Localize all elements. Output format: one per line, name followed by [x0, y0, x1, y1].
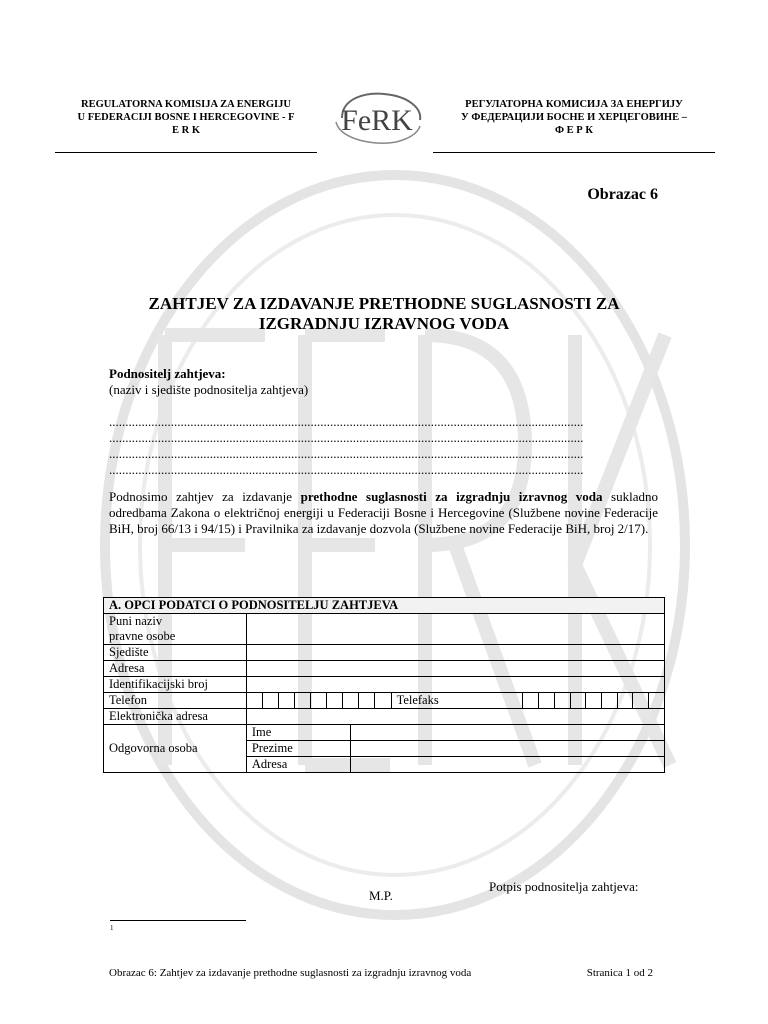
form-number: Obrazac 6	[587, 186, 658, 203]
footnote-rule	[110, 920, 246, 921]
paragraph-text: sukladno odredbama Zakona o električnoj energiji u Federaciji Bosne i Hercegovine (Službene novine Federacije BiH, broj 66/13 i 94/15) i Pravilnika za izdavanje dozvola (Službene novine Federacije BiH, broj 2/17).	[109, 489, 658, 536]
person-address-label: Adresa	[246, 757, 350, 773]
applicant-fill-line[interactable]: ..................................................................................................................................................	[109, 414, 584, 429]
ferk-logo-icon	[326, 88, 428, 148]
fax-field[interactable]	[523, 693, 665, 709]
letterhead-cyrillic-line: У ФЕДЕРАЦИЈИ БОСНЕ И ХЕРЦЕГОВИНЕ –	[461, 112, 687, 123]
first-name-field[interactable]	[350, 725, 664, 741]
first-name-label: Ime	[246, 725, 350, 741]
fax-label: Telefaks	[391, 693, 523, 709]
letterhead-latin-line: E R K	[171, 125, 200, 136]
applicant-label: Podnositelj zahtjeva:	[109, 366, 226, 381]
email-field[interactable]	[246, 709, 664, 725]
person-address-field[interactable]	[350, 757, 664, 773]
phone-label: Telefon	[104, 693, 247, 709]
letterhead-rule-left	[55, 152, 317, 153]
phone-digit-boxes[interactable]	[247, 693, 391, 708]
seat-label: Sjedište	[104, 645, 247, 661]
watermark-logo	[95, 165, 695, 925]
letterhead-rule-right	[433, 152, 715, 153]
applicant-hint: (naziv i sjedište podnositelja zahtjeva)	[109, 382, 309, 397]
table-heading: A. OPCI PODATCI O PODNOSITELJU ZAHTJEVA	[104, 598, 665, 614]
id-number-label: Identifikacijski broj	[104, 677, 247, 693]
footer-document-name: Obrazac 6: Zahtjev za izdavanje prethodne suglasnosti za izgradnju izravnog voda	[109, 967, 472, 979]
id-number-field[interactable]	[246, 677, 664, 693]
seat-field[interactable]	[246, 645, 664, 661]
ferk-logo-text: FeRK	[341, 104, 413, 137]
footnote-mark: 1	[110, 924, 114, 932]
applicant-fill-line[interactable]: ..................................................................................................................................................	[109, 446, 584, 461]
letterhead-cyrillic-line: РЕГУЛАТОРНА КОМИСИЈА ЗА ЕНЕРГИЈУ	[465, 99, 683, 110]
applicant-fill-line[interactable]: ..................................................................................................................................................	[109, 430, 584, 445]
full-name-label	[104, 614, 247, 645]
signature-label: Potpis podnositelja zahtjeva:	[489, 879, 639, 894]
letterhead-latin	[55, 98, 317, 137]
letterhead-cyrillic-line: Ф Е Р К	[555, 125, 593, 136]
letterhead-cyrillic	[433, 98, 715, 137]
full-name-label-line: pravne osobe	[109, 629, 176, 643]
responsible-person-label: Odgovorna osoba	[104, 725, 247, 773]
full-name-label-line: Puni naziv	[109, 614, 163, 628]
last-name-field[interactable]	[350, 741, 664, 757]
email-label: Elektronička adresa	[104, 709, 247, 725]
address-field[interactable]	[246, 661, 664, 677]
document-title-line: IZGRADNJU IZRAVNOG VODA	[258, 314, 510, 333]
phone-field[interactable]	[246, 693, 391, 709]
paragraph-bold-text: prethodne suglasnosti za izgradnju izravnog voda	[300, 489, 603, 504]
address-label: Adresa	[104, 661, 247, 677]
stamp-placeholder: M.P.	[369, 888, 393, 903]
document-title-line: ZAHTJEV ZA IZDAVANJE PRETHODNE SUGLASNOSTI ZA	[148, 294, 620, 313]
applicant-data-table	[103, 597, 665, 773]
request-paragraph	[109, 489, 658, 537]
paragraph-text: Podnosimo zahtjev za izdavanje	[109, 489, 301, 504]
full-name-field[interactable]	[246, 614, 664, 645]
document-title	[100, 294, 668, 334]
last-name-label: Prezime	[246, 741, 350, 757]
fax-digit-boxes[interactable]	[523, 693, 664, 708]
applicant-fill-line[interactable]: ..................................................................................................................................................	[109, 462, 584, 477]
letterhead-latin-line: U FEDERACIJI BOSNE I HERCEGOVINE - F	[77, 112, 295, 123]
letterhead-latin-line: REGULATORNA KOMISIJA ZA ENERGIJU	[81, 99, 291, 110]
footer-page-number: Stranica 1 od 2	[586, 967, 653, 979]
applicant-section	[109, 366, 308, 398]
